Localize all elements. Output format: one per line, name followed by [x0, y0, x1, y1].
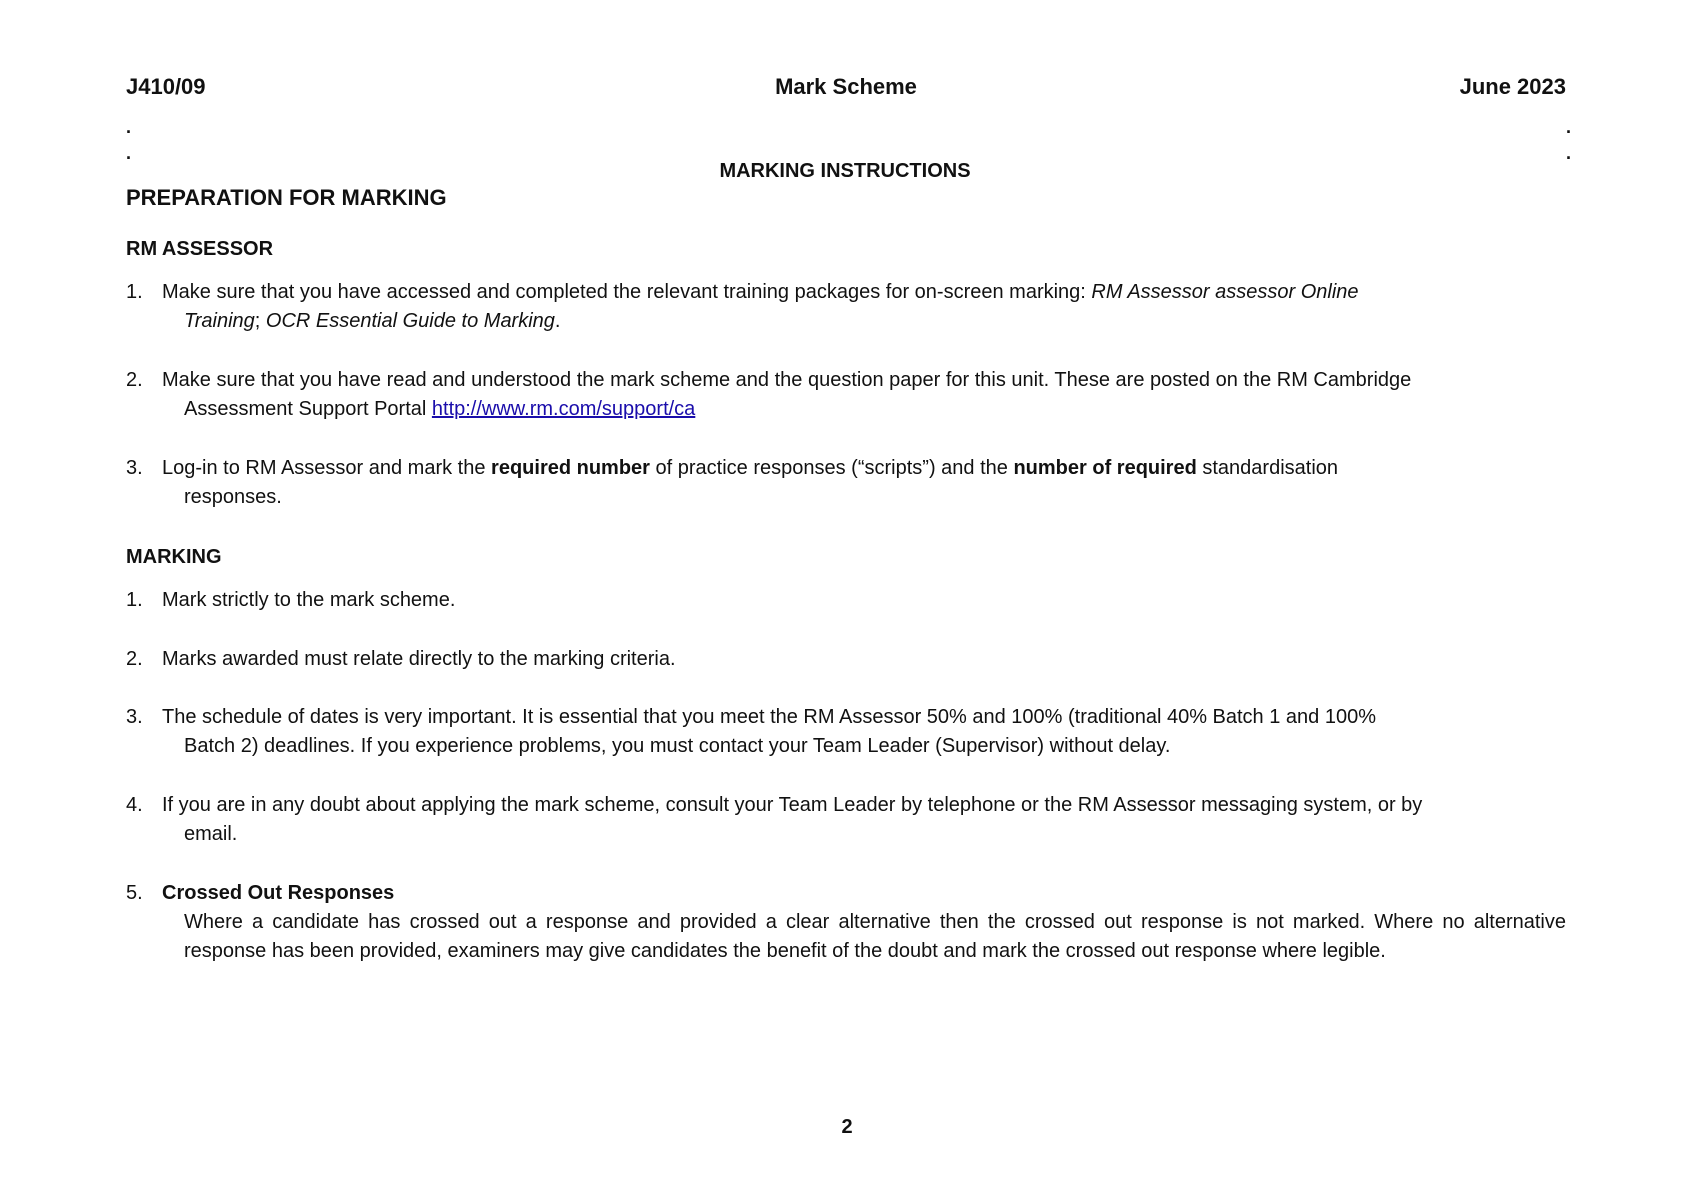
list-item	[126, 586, 1566, 615]
support-portal-link[interactable]: http://www.rm.com/support/ca	[431, 398, 696, 420]
page-number: 2	[841, 1116, 853, 1138]
list-item	[126, 791, 1566, 849]
dot-marker: .	[126, 117, 132, 137]
item-text: The schedule of dates is very important. It is essential that you meet the RM Assessor 50% and 100% (traditional 40% Batch 1 and 100%	[162, 706, 1376, 728]
item-number: 5.	[126, 882, 143, 904]
list-item	[126, 703, 1566, 761]
item-text: Marks awarded must relate directly to the marking criteria.	[162, 648, 676, 670]
item-number: 3.	[126, 706, 143, 728]
marking-instructions-title: MARKING INSTRUCTIONS	[719, 160, 971, 182]
list-item	[126, 645, 1566, 674]
paper-code: J410/09	[126, 74, 206, 99]
item-text-continued: Training; OCR Essential Guide to Marking.	[184, 310, 561, 332]
rm-assessor-heading: RM ASSESSOR	[126, 238, 274, 260]
header-date: June 2023	[1459, 74, 1566, 99]
item-number: 4.	[126, 794, 143, 816]
item-text-continued: responses.	[184, 486, 282, 508]
list-item	[126, 454, 1566, 512]
item-text-continued: Assessment Support Portal http://www.rm.com/support/ca	[184, 398, 696, 420]
item-text: Make sure that you have read and understood the mark scheme and the question paper for this unit. These are posted on the RM Cambridge	[162, 369, 1412, 391]
dot-marker: .	[1566, 117, 1572, 137]
marking-heading: MARKING	[126, 546, 222, 568]
item-number: 1.	[126, 589, 143, 611]
item-text: Log-in to RM Assessor and mark the required number of practice responses (“scripts”) and the number of required standardisation	[162, 457, 1339, 479]
dot-marker: .	[1566, 143, 1572, 163]
item-text: Make sure that you have accessed and completed the relevant training packages for on-screen marking: RM Assessor assessor Online	[162, 281, 1359, 303]
page-header	[126, 74, 1566, 104]
item-text-continued: email.	[184, 823, 238, 845]
header-title: Mark Scheme	[775, 74, 917, 99]
item-text-continued: Batch 2) deadlines. If you experience problems, you must contact your Team Leader (Supervisor) without delay.	[184, 735, 1171, 757]
item-text: Mark strictly to the mark scheme.	[162, 589, 456, 611]
list-item	[126, 278, 1566, 336]
item-text: If you are in any doubt about applying the mark scheme, consult your Team Leader by telephone or the RM Assessor messaging system, or by	[162, 794, 1423, 816]
item-number: 2.	[126, 648, 143, 670]
item-number: 2.	[126, 369, 143, 391]
dot-marker: .	[126, 143, 132, 163]
item-body: Where a candidate has crossed out a response and provided a clear alternative then the crossed out response is not marked. Where no alternative response has been provided, examiners may give candidates the benefit of the doubt and mark the crossed out response where legible.	[184, 911, 1566, 962]
preparation-heading: PREPARATION FOR MARKING	[126, 185, 447, 210]
item-heading: Crossed Out Responses	[162, 882, 395, 904]
item-number: 1.	[126, 281, 143, 303]
item-number: 3.	[126, 457, 143, 479]
list-item	[126, 879, 1566, 966]
list-item	[126, 366, 1566, 424]
